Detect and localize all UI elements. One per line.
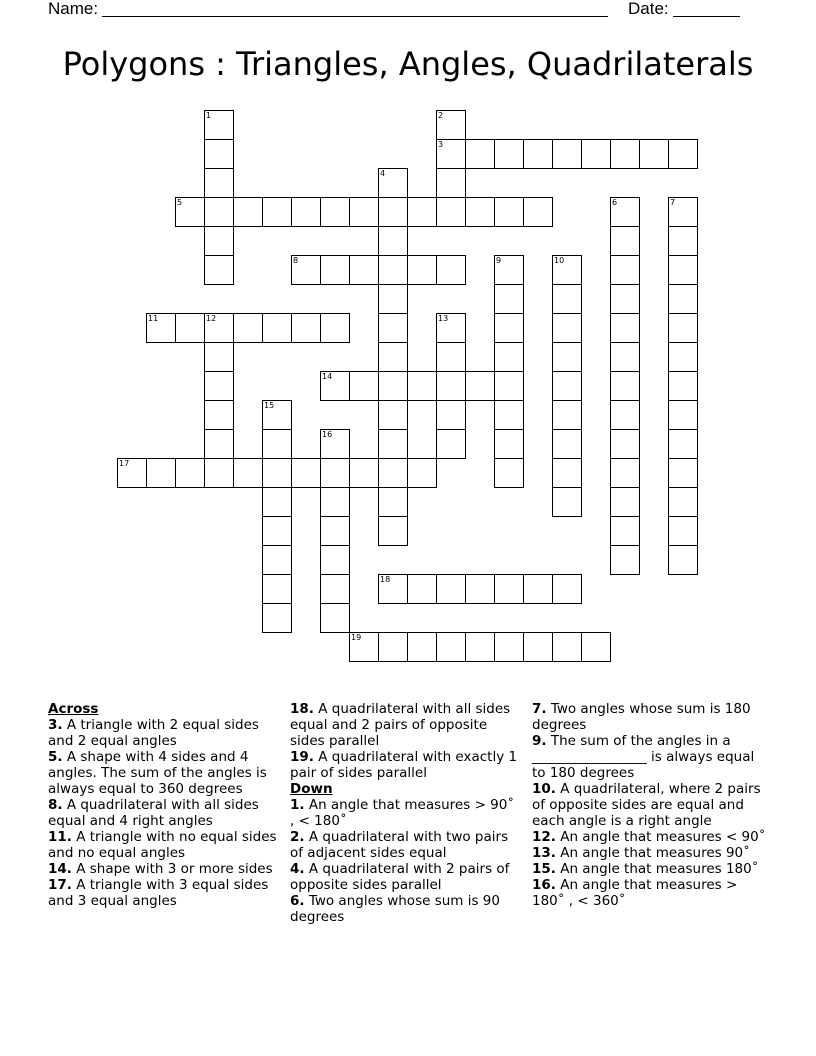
clues-column-2 bbox=[290, 701, 522, 925]
crossword-cell[interactable] bbox=[552, 487, 582, 517]
date-label: Date: bbox=[628, 0, 669, 18]
crossword-cell[interactable] bbox=[204, 197, 234, 227]
crossword-cell[interactable] bbox=[668, 313, 698, 343]
crossword-cell[interactable] bbox=[262, 429, 292, 459]
crossword-cell[interactable] bbox=[378, 487, 408, 517]
crossword-cell[interactable] bbox=[378, 632, 408, 662]
crossword-cell[interactable] bbox=[465, 197, 495, 227]
cell-number: 14 bbox=[322, 372, 333, 381]
clue-down-4: 4. A quadrilateral with 2 pairs of opposite sides parallel bbox=[290, 861, 510, 893]
cell-number: 19 bbox=[351, 633, 362, 642]
crossword-cell[interactable] bbox=[494, 139, 524, 169]
crossword-cell[interactable] bbox=[668, 487, 698, 517]
crossword-cell[interactable] bbox=[552, 255, 582, 285]
crossword-cell[interactable] bbox=[204, 168, 234, 198]
cell-number: 6 bbox=[612, 198, 618, 207]
crossword-cell[interactable] bbox=[610, 400, 640, 430]
cell-number: 9 bbox=[496, 256, 502, 265]
crossword-cell[interactable] bbox=[552, 342, 582, 372]
crossword-cell[interactable] bbox=[668, 371, 698, 401]
crossword-cell[interactable] bbox=[349, 371, 379, 401]
crossword-cell[interactable] bbox=[117, 458, 147, 488]
crossword-cell[interactable] bbox=[407, 371, 437, 401]
crossword-cell[interactable] bbox=[552, 458, 582, 488]
crossword-cell[interactable] bbox=[465, 574, 495, 604]
crossword-cell[interactable] bbox=[494, 429, 524, 459]
crossword-cell[interactable] bbox=[610, 429, 640, 459]
crossword-cell[interactable] bbox=[494, 632, 524, 662]
crossword-cell[interactable] bbox=[262, 313, 292, 343]
crossword-cell[interactable] bbox=[233, 313, 263, 343]
crossword-cell[interactable] bbox=[436, 110, 466, 140]
crossword-cell[interactable] bbox=[668, 458, 698, 488]
crossword-cell[interactable] bbox=[378, 516, 408, 546]
crossword-cell[interactable] bbox=[378, 371, 408, 401]
crossword-cell[interactable] bbox=[494, 574, 524, 604]
across-heading: Across bbox=[48, 701, 99, 717]
crossword-cell[interactable] bbox=[320, 313, 350, 343]
crossword-cell[interactable] bbox=[291, 458, 321, 488]
crossword-cell[interactable] bbox=[581, 139, 611, 169]
crossword-cell[interactable] bbox=[523, 139, 553, 169]
crossword-cell[interactable] bbox=[610, 516, 640, 546]
crossword-cell[interactable] bbox=[610, 139, 640, 169]
clue-down-10: 10. A quadrilateral, where 2 pairs of opposite sides are equal and each angle is a right angle bbox=[532, 781, 761, 829]
crossword-cell[interactable] bbox=[668, 516, 698, 546]
crossword-cell[interactable] bbox=[262, 574, 292, 604]
clue-down-16: 16. An angle that measures > 180˚ , < 360˚ bbox=[532, 877, 738, 909]
crossword-cell[interactable] bbox=[291, 197, 321, 227]
crossword-cell[interactable] bbox=[262, 487, 292, 517]
crossword-cell[interactable] bbox=[204, 371, 234, 401]
crossword-cell[interactable] bbox=[407, 458, 437, 488]
crossword-cell[interactable] bbox=[320, 371, 350, 401]
crossword-cell[interactable] bbox=[320, 458, 350, 488]
crossword-cell[interactable] bbox=[610, 545, 640, 575]
clue-down-9: 9. The sum of the angles in a _________________ is always equal to 180 degrees bbox=[532, 733, 755, 781]
cell-number: 4 bbox=[380, 169, 386, 178]
crossword-cell[interactable] bbox=[465, 632, 495, 662]
crossword-cell[interactable] bbox=[436, 371, 466, 401]
crossword-cell[interactable] bbox=[610, 371, 640, 401]
crossword-cell[interactable] bbox=[494, 284, 524, 314]
crossword-cell[interactable] bbox=[146, 313, 176, 343]
page-title: Polygons : Triangles, Angles, Quadrilaterals bbox=[62, 45, 754, 83]
crossword-cell[interactable] bbox=[320, 516, 350, 546]
crossword-cell[interactable] bbox=[262, 516, 292, 546]
cell-number: 17 bbox=[119, 459, 130, 468]
crossword-cell[interactable] bbox=[291, 313, 321, 343]
crossword-cell[interactable] bbox=[494, 342, 524, 372]
crossword-cell[interactable] bbox=[668, 545, 698, 575]
crossword-cell[interactable] bbox=[378, 226, 408, 256]
crossword-cell[interactable] bbox=[349, 632, 379, 662]
crossword-cell[interactable] bbox=[668, 139, 698, 169]
crossword-cell[interactable] bbox=[668, 429, 698, 459]
crossword-cell[interactable] bbox=[175, 197, 205, 227]
cell-number: 12 bbox=[206, 314, 217, 323]
crossword-cell[interactable] bbox=[552, 632, 582, 662]
crossword-cell[interactable] bbox=[494, 371, 524, 401]
crossword-cell[interactable] bbox=[378, 458, 408, 488]
crossword-cell[interactable] bbox=[523, 574, 553, 604]
cell-number: 1 bbox=[206, 111, 212, 120]
crossword-cell[interactable] bbox=[436, 632, 466, 662]
crossword-cell[interactable] bbox=[610, 313, 640, 343]
clue-across-18: 18. A quadrilateral with all sides equal and 2 pairs of opposite sides parallel bbox=[290, 701, 511, 749]
crossword-cell[interactable] bbox=[436, 255, 466, 285]
cell-number: 11 bbox=[148, 314, 159, 323]
crossword-cell[interactable] bbox=[349, 458, 379, 488]
crossword-cell[interactable] bbox=[552, 284, 582, 314]
crossword-cell[interactable] bbox=[436, 197, 466, 227]
crossword-cell[interactable] bbox=[262, 197, 292, 227]
crossword-cell[interactable] bbox=[552, 574, 582, 604]
clue-down-13: 13. An angle that measures 90˚ bbox=[532, 845, 750, 861]
cell-number: 18 bbox=[380, 575, 391, 584]
crossword-cell[interactable] bbox=[378, 284, 408, 314]
crossword-cell[interactable] bbox=[407, 255, 437, 285]
crossword-cell[interactable] bbox=[610, 342, 640, 372]
crossword-cell[interactable] bbox=[204, 429, 234, 459]
clue-across-11: 11. A triangle with no equal sides and no equal angles bbox=[48, 829, 277, 861]
clue-down-1: 1. An angle that measures > 90˚ , < 180˚ bbox=[290, 797, 515, 829]
crossword-cell[interactable] bbox=[610, 458, 640, 488]
crossword-cell[interactable] bbox=[436, 429, 466, 459]
crossword-cell[interactable] bbox=[494, 458, 524, 488]
crossword-cell[interactable] bbox=[320, 603, 350, 633]
crossword-cell[interactable] bbox=[494, 400, 524, 430]
crossword-cell[interactable] bbox=[407, 632, 437, 662]
clue-down-15: 15. An angle that measures 180˚ bbox=[532, 861, 759, 877]
crossword-cell[interactable] bbox=[204, 342, 234, 372]
crossword-cell[interactable] bbox=[668, 284, 698, 314]
crossword-cell[interactable] bbox=[262, 458, 292, 488]
crossword-cell[interactable] bbox=[378, 255, 408, 285]
clue-down-12: 12. An angle that measures < 90˚ bbox=[532, 829, 766, 845]
crossword-cell[interactable] bbox=[146, 458, 176, 488]
crossword-cell[interactable] bbox=[175, 458, 205, 488]
cell-number: 16 bbox=[322, 430, 333, 439]
crossword-cell[interactable] bbox=[262, 603, 292, 633]
cell-number: 15 bbox=[264, 401, 275, 410]
down-heading: Down bbox=[290, 781, 333, 797]
clue-across-17: 17. A triangle with 3 equal sides and 3 equal angles bbox=[48, 877, 269, 909]
clue-across-8: 8. A quadrilateral with all sides equal and 4 right angles bbox=[48, 797, 259, 829]
crossword-cell[interactable] bbox=[378, 313, 408, 343]
crossword-cell[interactable] bbox=[610, 284, 640, 314]
crossword-cell[interactable] bbox=[262, 545, 292, 575]
crossword-cell[interactable] bbox=[668, 255, 698, 285]
crossword-cell[interactable] bbox=[581, 632, 611, 662]
crossword-cell[interactable] bbox=[204, 255, 234, 285]
clue-across-14: 14. A shape with 3 or more sides bbox=[48, 861, 273, 877]
crossword-cell[interactable] bbox=[320, 545, 350, 575]
crossword-cell[interactable] bbox=[320, 255, 350, 285]
crossword-cell[interactable] bbox=[320, 197, 350, 227]
crossword-cell[interactable] bbox=[494, 197, 524, 227]
crossword-cell[interactable] bbox=[610, 255, 640, 285]
crossword-cell[interactable] bbox=[610, 487, 640, 517]
crossword-cell[interactable] bbox=[349, 255, 379, 285]
clue-across-3: 3. A triangle with 2 equal sides and 2 equal angles bbox=[48, 717, 259, 749]
crossword-cell[interactable] bbox=[436, 574, 466, 604]
cell-number: 8 bbox=[293, 256, 299, 265]
clues-column-1 bbox=[48, 701, 280, 909]
crossword-cell[interactable] bbox=[552, 313, 582, 343]
crossword-cell[interactable] bbox=[175, 313, 205, 343]
crossword-cell[interactable] bbox=[436, 400, 466, 430]
crossword-cell[interactable] bbox=[378, 400, 408, 430]
crossword-cell[interactable] bbox=[320, 487, 350, 517]
crossword-cell[interactable] bbox=[233, 458, 263, 488]
crossword-cell[interactable] bbox=[436, 139, 466, 169]
crossword-cell[interactable] bbox=[204, 458, 234, 488]
crossword-cell[interactable] bbox=[204, 313, 234, 343]
crossword-cell[interactable] bbox=[291, 255, 321, 285]
crossword-cell[interactable] bbox=[436, 342, 466, 372]
cell-number: 10 bbox=[554, 256, 565, 265]
crossword-cell[interactable] bbox=[494, 313, 524, 343]
crossword-cell[interactable] bbox=[407, 574, 437, 604]
crossword-cell[interactable] bbox=[668, 226, 698, 256]
crossword-cell[interactable] bbox=[204, 226, 234, 256]
crossword-cell[interactable] bbox=[407, 197, 437, 227]
crossword-cell[interactable] bbox=[378, 429, 408, 459]
cell-number: 7 bbox=[670, 198, 676, 207]
crossword-cell[interactable] bbox=[610, 226, 640, 256]
crossword-cell[interactable] bbox=[639, 139, 669, 169]
crossword-cell[interactable] bbox=[378, 168, 408, 198]
clue-across-5: 5. A shape with 4 sides and 4 angles. The sum of the angles is always equal to 360 degrees bbox=[48, 749, 267, 797]
crossword-cell[interactable] bbox=[668, 197, 698, 227]
clues-column-3 bbox=[532, 701, 772, 909]
crossword-cell[interactable] bbox=[378, 197, 408, 227]
cell-number: 13 bbox=[438, 314, 449, 323]
crossword-cell[interactable] bbox=[436, 313, 466, 343]
crossword-cell[interactable] bbox=[552, 429, 582, 459]
cell-number: 2 bbox=[438, 111, 444, 120]
crossword-cell[interactable] bbox=[204, 110, 234, 140]
crossword-cell[interactable] bbox=[320, 574, 350, 604]
crossword-cell[interactable] bbox=[668, 400, 698, 430]
crossword-cell[interactable] bbox=[465, 139, 495, 169]
crossword-cell[interactable] bbox=[204, 139, 234, 169]
clue-down-2: 2. A quadrilateral with two pairs of adjacent sides equal bbox=[290, 829, 509, 861]
crossword-cell[interactable] bbox=[610, 197, 640, 227]
clue-down-7: 7. Two angles whose sum is 180 degrees bbox=[532, 701, 751, 733]
crossword-cell[interactable] bbox=[320, 429, 350, 459]
crossword-cell[interactable] bbox=[668, 342, 698, 372]
crossword-cell[interactable] bbox=[494, 255, 524, 285]
crossword-cell[interactable] bbox=[552, 371, 582, 401]
crossword-cell[interactable] bbox=[233, 197, 263, 227]
crossword-cell[interactable] bbox=[378, 574, 408, 604]
name-label: Name: bbox=[48, 0, 99, 18]
clue-across-19: 19. A quadrilateral with exactly 1 pair of sides parallel bbox=[290, 749, 518, 781]
crossword-cell[interactable] bbox=[552, 139, 582, 169]
crossword-cell[interactable] bbox=[204, 400, 234, 430]
crossword-cell[interactable] bbox=[465, 371, 495, 401]
cell-number: 3 bbox=[438, 140, 444, 149]
clue-down-6: 6. Two angles whose sum is 90 degrees bbox=[290, 893, 500, 925]
crossword-cell[interactable] bbox=[552, 400, 582, 430]
crossword-cell[interactable] bbox=[523, 632, 553, 662]
crossword-cell[interactable] bbox=[349, 197, 379, 227]
crossword-cell[interactable] bbox=[436, 168, 466, 198]
crossword-cell[interactable] bbox=[523, 197, 553, 227]
cell-number: 5 bbox=[177, 198, 183, 207]
crossword-cell[interactable] bbox=[262, 400, 292, 430]
crossword-cell[interactable] bbox=[378, 342, 408, 372]
